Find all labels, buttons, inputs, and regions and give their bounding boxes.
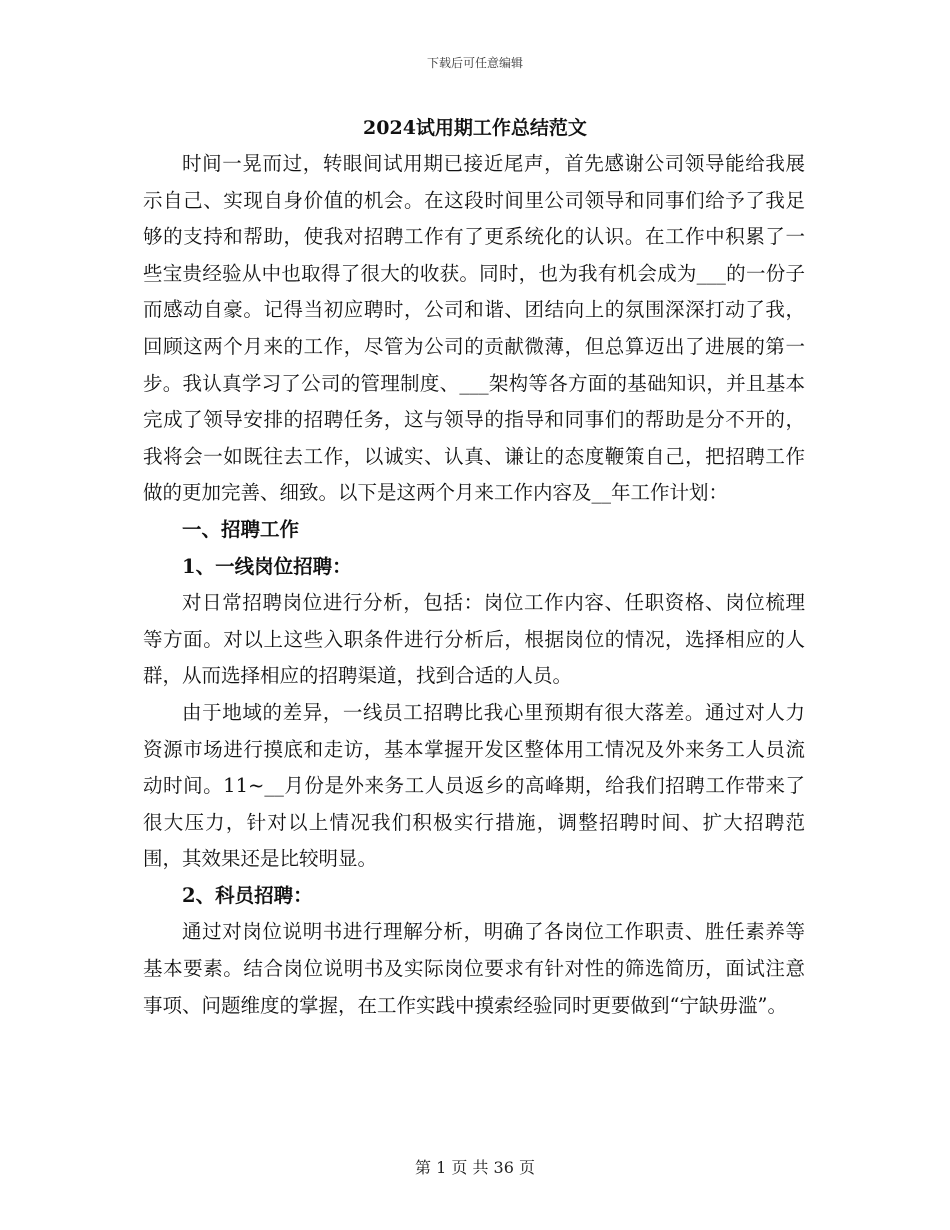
page-number: 第 1 页 共 36 页 (415, 1158, 535, 1177)
section-heading-recruitment: 一、招聘工作 (182, 517, 300, 541)
intro-paragraph: 时间一晃而过，转眼间试用期已接近尾声，首先感谢公司领导能给我展示自己、实现自身价值的机会。在这段时间里公司领导和同事们给予了我足够的支持和帮助，使我对招聘工作有了更系统化的认识。在工作中积累了一些宝贵经验从中也取得了很大的收获。同时，也为我有机会成为___的一份子而感动自豪。记得当初应聘时，公司和谐、团结向上的氛围深深打动了我，回顾这两个月来的工作，尽管为公司的贡献微薄，但总算迈出了进展的第一步。我认真学习了公司的管理制度、___架构等各方面的基础知识，并且基本完成了领导安排的招聘任务，这与领导的指导和同事们的帮助是分不开的，我将会一如既往去工作，以诚实、认真、谦让的态度鞭策自己，把招聘工作做的更加完善、细致。以下是这两个月来工作内容及__年工作计划： (143, 152, 805, 505)
document-body (143, 146, 805, 1024)
subheading-staff-recruitment: 2、科员招聘： (182, 883, 313, 907)
frontline-paragraph-1: 对日常招聘岗位进行分析，包括：岗位工作内容、任职资格、岗位梳理等方面。对以上这些入职条件进行分析后，根据岗位的情况，选择相应的人群，从而选择相应的招聘渠道，找到合适的人员。 (143, 591, 805, 688)
frontline-paragraph-2: 由于地域的差异，一线员工招聘比我心里预期有很大落差。通过对人力资源市场进行摸底和走访，基本掌握开发区整体用工情况及外来务工人员流动时间。11~__月份是外来务工人员返乡的高峰期，给我们招聘工作带来了很大压力，针对以上情况我们积极实行措施，调整招聘时间、扩大招聘范围，其效果还是比较明显。 (143, 700, 805, 871)
subheading-frontline-recruitment: 1、一线岗位招聘： (182, 554, 352, 578)
document-title: 2024试用期工作总结范文 (363, 117, 587, 139)
header-note: 下载后可任意编辑 (426, 56, 523, 70)
staff-paragraph-1: 通过对岗位说明书进行理解分析，明确了各岗位工作职责、胜任素养等基本要素。结合岗位说明书及实际岗位要求有针对性的筛选简历，面试注意事项、问题维度的掌握，在工作实践中摸索经验同时更要做到“宁缺毋滥”。 (143, 920, 805, 1017)
